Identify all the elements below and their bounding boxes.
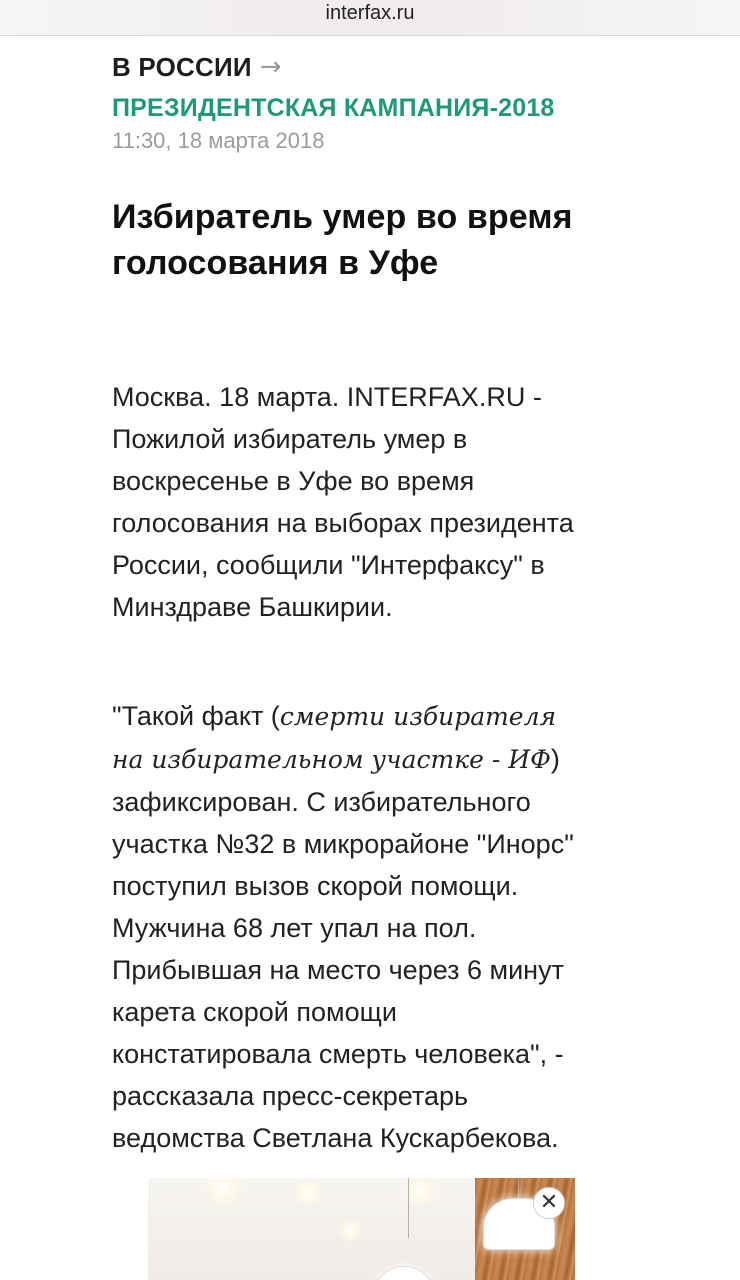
section-label[interactable]: В РОССИИ [112, 52, 252, 82]
section-link[interactable] [112, 50, 282, 84]
ad-pendant-lamp [373, 1266, 435, 1280]
article-paragraph-2 [112, 695, 582, 1159]
close-icon: ✕ [539, 1190, 559, 1215]
quote-rest-text: ) зафиксирован. С избирательного участка №32 в микрорайоне "Инорс" поступил вызов скорой помощи. Мужчина 68 лет упал на пол. Прибывшая на место через 6 минут карета скорой помощи констатировала смерть человека", - рассказала пресс-секретарь ведомства Светлана Кускарбекова. [112, 744, 574, 1153]
ad-lamp-cord [518, 1178, 519, 1198]
ad-ceiling-light [338, 1218, 362, 1242]
article-timestamp: 11:30, 18 марта 2018 [112, 128, 325, 153]
article-paragraph-1: Москва. 18 марта. INTERFAX.RU - Пожилой избиратель умер в воскресенье в Уфе во время голосования на выборах президента России, сообщили "Интерфаксу" в Минздраве Башкирии. [112, 382, 574, 622]
browser-address-bar[interactable] [0, 0, 740, 36]
ad-lamp-cord [408, 1178, 409, 1238]
quote-italic-text: смерти избирателя на избирательном участке - ИФ [112, 702, 557, 774]
quote-open-text: "Такой факт ( [112, 701, 280, 731]
ad-ceiling-light [293, 1178, 323, 1208]
rubric-link[interactable]: ПРЕЗИДЕНТСКАЯ КАМПАНИЯ-2018 [112, 94, 555, 122]
article-headline: Избиратель умер во время голосования в Уфе [112, 198, 573, 282]
arrow-right-icon: → [259, 52, 282, 82]
url-text[interactable]: interfax.ru [325, 2, 415, 24]
ad-ceiling-light [203, 1178, 243, 1208]
ad-close-button[interactable] [533, 1187, 565, 1219]
ad-banner-image[interactable] [148, 1178, 575, 1280]
